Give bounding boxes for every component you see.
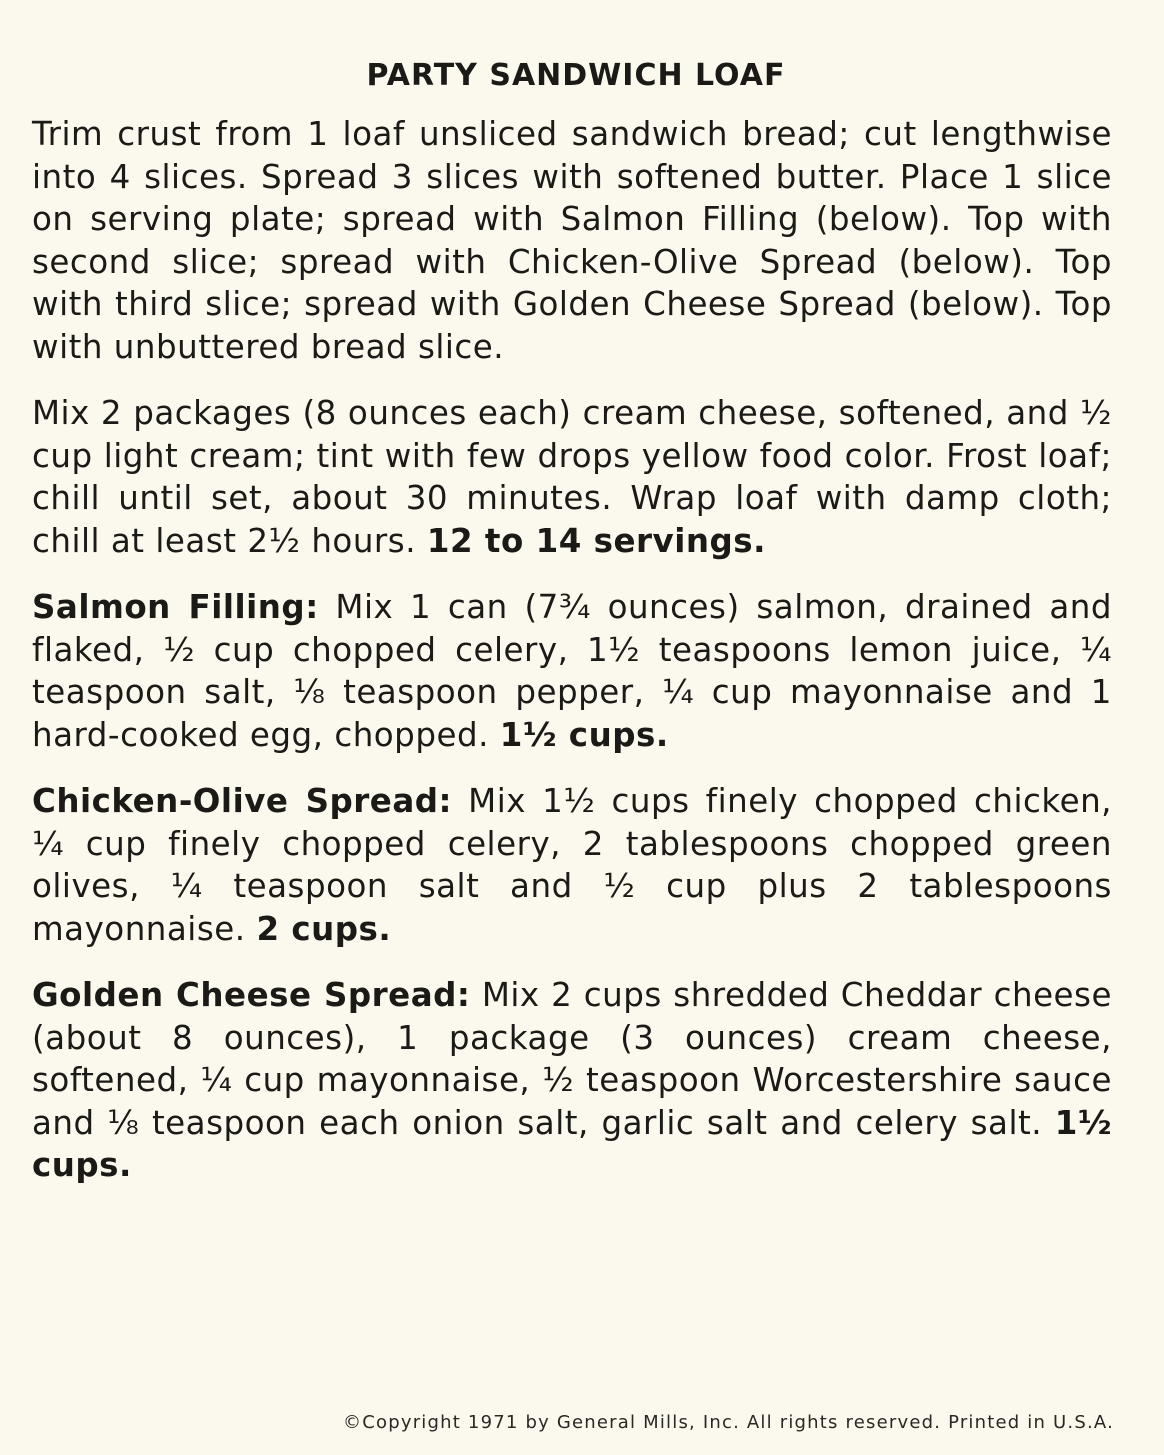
chicken-olive-heading: Chicken-Olive Spread: (32, 782, 453, 820)
frosting-yield: 12 to 14 servings. (426, 521, 766, 560)
golden-cheese-text: Mix 2 cups shredded Cheddar cheese (about 8 ounces), 1 package (3 ounces) cream cheese, softened, ¼ cup mayonnaise, ½ teaspoon Worcestershire sauce and ⅛ teaspoon each onion salt, garlic salt and celery salt. (32, 976, 1112, 1142)
salmon-filling-yield: 1½ cups. (499, 715, 669, 754)
frosting-paragraph (32, 392, 1112, 562)
salmon-filling-text: Mix 1 can (7¾ ounces) salmon, drained and flaked, ½ cup chopped celery, 1½ teaspoons lemon juice, ¼ teaspoon salt, ⅛ teaspoon pepper, ¼ cup mayonnaise and 1 hard-cooked egg, chopped. (32, 588, 1112, 754)
frosting-text: Mix 2 packages (8 ounces each) cream cheese, softened, and ½ cup light cream; tint with few drops yellow food color. Frost loaf; chill until set, about 30 minutes. Wrap loaf with damp cloth; chill at least 2½ hours. (32, 394, 1112, 560)
chicken-olive-text: Mix 1½ cups finely chopped chicken, ¼ cup finely chopped celery, 2 tablespoons chopped green olives, ¼ teaspoon salt and ½ cup plus 2 tablespoons mayonnaise. (32, 782, 1112, 948)
golden-cheese-yield: 1½ cups. (32, 1103, 1112, 1184)
copyright-notice: ©Copyright 1971 by General Mills, Inc. All rights reserved. Printed in U.S.A. (343, 1412, 1114, 1433)
chicken-olive-paragraph (32, 780, 1112, 950)
salmon-filling-paragraph (32, 586, 1112, 756)
golden-cheese-paragraph (32, 974, 1112, 1187)
salmon-filling-heading: Salmon Filling: (32, 588, 319, 626)
chicken-olive-yield: 2 cups. (256, 909, 392, 948)
intro-paragraph (32, 113, 1112, 368)
golden-cheese-heading: Golden Cheese Spread: (32, 976, 471, 1014)
recipe-title: PARTY SANDWICH LOAF (366, 58, 786, 93)
intro-text: Trim crust from 1 loaf unsliced sandwich bread; cut lengthwise into 4 slices. Spread 3 slices with softened butter. Place 1 slice on serving plate; spread with Salmon Filling (below). Top with second slice; spread with Chicken-Olive Spread (below). Top with third slice; spread with Golden Cheese Spread (below). Top with unbuttered bread slice. (32, 115, 1112, 366)
